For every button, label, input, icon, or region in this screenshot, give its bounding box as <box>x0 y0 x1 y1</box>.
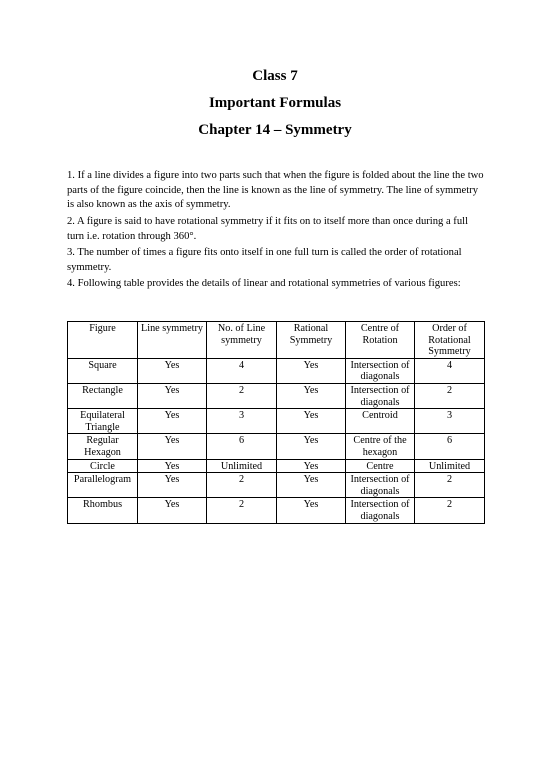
table-row <box>68 498 485 523</box>
header-line-symmetry: Line symmetry <box>138 322 207 359</box>
cell-centre-of-rotation: Intersection of diagonals <box>346 498 415 523</box>
cell-no-of-line-symmetry: 6 <box>207 434 277 459</box>
cell-order: 6 <box>415 434 485 459</box>
cell-figure: Equilateral Triangle <box>68 409 138 434</box>
chapter-title: Chapter 14 – Symmetry <box>198 122 352 138</box>
header-centre-of-rotation: Centre of Rotation <box>346 322 415 359</box>
paragraph-order-of-rotation: 3. The number of times a figure fits onto itself in one full turn is called the order of rotational symmetry. <box>67 247 462 273</box>
cell-centre-of-rotation: Centroid <box>346 409 415 434</box>
cell-figure: Rhombus <box>68 498 138 523</box>
cell-figure: Square <box>68 358 138 383</box>
cell-rational-symmetry: Yes <box>277 459 346 473</box>
cell-order: Unlimited <box>415 459 485 473</box>
header-no-of-line-symmetry: No. of Line symmetry <box>207 322 277 359</box>
cell-rational-symmetry: Yes <box>277 409 346 434</box>
cell-rational-symmetry: Yes <box>277 358 346 383</box>
cell-line-symmetry: Yes <box>138 459 207 473</box>
table-row <box>68 383 485 408</box>
table-row <box>68 459 485 473</box>
paragraph-line-of-symmetry: 1. If a line divides a figure into two parts such that when the figure is folded about the line the two parts of the figure coincide, then the line is known as the line of symmetry. The line of symmetry is also known as the axis of symmetry. <box>67 170 484 210</box>
cell-order: 3 <box>415 409 485 434</box>
cell-no-of-line-symmetry: Unlimited <box>207 459 277 473</box>
table-row <box>68 358 485 383</box>
cell-line-symmetry: Yes <box>138 473 207 498</box>
cell-order: 4 <box>415 358 485 383</box>
header-order-of-rotational-symmetry: Order of Rotational Symmetry <box>415 322 485 359</box>
cell-centre-of-rotation: Intersection of diagonals <box>346 358 415 383</box>
cell-no-of-line-symmetry: 2 <box>207 498 277 523</box>
table-header-row <box>68 322 485 359</box>
cell-centre-of-rotation: Intersection of diagonals <box>346 383 415 408</box>
header-figure: Figure <box>68 322 138 359</box>
cell-line-symmetry: Yes <box>138 409 207 434</box>
cell-rational-symmetry: Yes <box>277 383 346 408</box>
cell-no-of-line-symmetry: 2 <box>207 383 277 408</box>
cell-line-symmetry: Yes <box>138 498 207 523</box>
cell-centre-of-rotation: Intersection of diagonals <box>346 473 415 498</box>
cell-line-symmetry: Yes <box>138 383 207 408</box>
table-row <box>68 473 485 498</box>
cell-line-symmetry: Yes <box>138 358 207 383</box>
cell-centre-of-rotation: Centre of the hexagon <box>346 434 415 459</box>
cell-order: 2 <box>415 473 485 498</box>
cell-no-of-line-symmetry: 4 <box>207 358 277 383</box>
cell-centre-of-rotation: Centre <box>346 459 415 473</box>
cell-figure: Circle <box>68 459 138 473</box>
cell-rational-symmetry: Yes <box>277 434 346 459</box>
subject-title: Important Formulas <box>208 95 342 111</box>
cell-figure: Rectangle <box>68 383 138 408</box>
paragraph-table-intro: 4. Following table provides the details of linear and rotational symmetries of various figures: <box>67 278 461 289</box>
cell-no-of-line-symmetry: 3 <box>207 409 277 434</box>
cell-order: 2 <box>415 498 485 523</box>
symmetry-table <box>67 321 485 524</box>
cell-order: 2 <box>415 383 485 408</box>
table-row <box>68 434 485 459</box>
cell-figure: Regular Hexagon <box>68 434 138 459</box>
class-title: Class 7 <box>252 68 298 84</box>
cell-rational-symmetry: Yes <box>277 473 346 498</box>
cell-rational-symmetry: Yes <box>277 498 346 523</box>
cell-figure: Parallelogram <box>68 473 138 498</box>
cell-no-of-line-symmetry: 2 <box>207 473 277 498</box>
cell-line-symmetry: Yes <box>138 434 207 459</box>
table-row <box>68 409 485 434</box>
paragraph-rotational-symmetry: 2. A figure is said to have rotational symmetry if it fits on to itself more than once during a full turn i.e. rotation through 360°. <box>67 216 469 242</box>
header-rational-symmetry: Rational Symmetry <box>277 322 346 359</box>
